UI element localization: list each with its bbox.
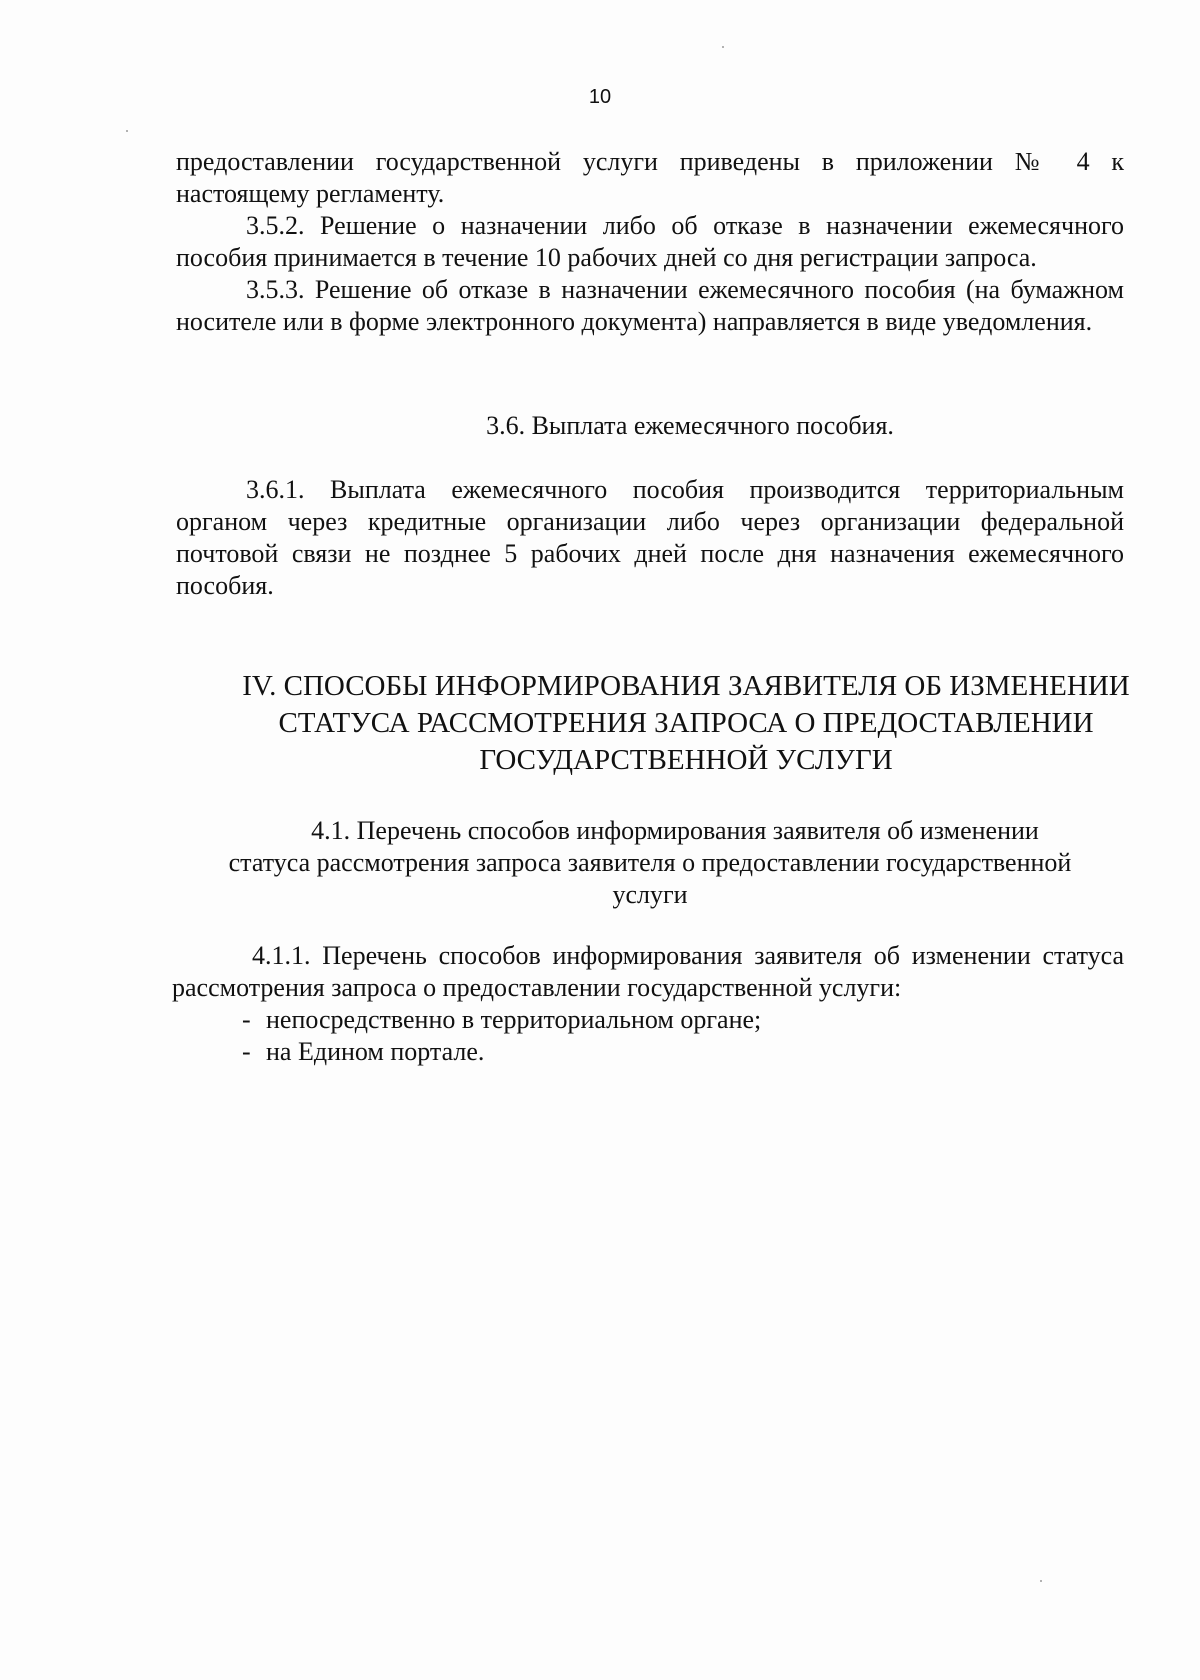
page-number: 10 xyxy=(588,86,612,108)
section-4-heading-line-1: IV. СПОСОБЫ ИНФОРМИРОВАНИЯ ЗАЯВИТЕЛЯ ОБ ИЗМЕНЕНИИ xyxy=(242,670,1130,702)
paragraph-3-5-2: 3.5.2. Решение о назначении либо об отказе в назначении ежемесячного пособия принимается в течение 10 рабочих дней со дня регистрации запроса. xyxy=(176,211,1124,272)
scan-speck xyxy=(1040,1580,1042,1582)
list-marker: - xyxy=(242,1005,251,1034)
subsection-4-1-heading-line-3: услуги xyxy=(612,880,688,909)
section-4-heading-line-3: ГОСУДАРСТВЕННОЙ УСЛУГИ xyxy=(479,744,893,776)
subsection-4-1-1-block xyxy=(172,940,1124,1068)
section-3-6-heading: 3.6. Выплата ежемесячного пособия. xyxy=(486,411,894,440)
scan-speck xyxy=(722,46,724,48)
paragraph-4-1-1: 4.1.1. Перечень способов информирования заявителя об изменении статуса рассмотрения запроса о предоставлении государственной услуги: xyxy=(172,941,1124,1002)
scan-speck xyxy=(126,130,128,132)
paragraph-3-5-3: 3.5.3. Решение об отказе в назначении ежемесячного пособия (на бумажном носителе или в форме электронного документа) направляется в виде уведомления. xyxy=(176,275,1124,336)
list-marker: - xyxy=(242,1037,251,1066)
list-item-text: на Едином портале. xyxy=(266,1037,485,1066)
section-4-heading-line-2: СТАТУСА РАССМОТРЕНИЯ ЗАПРОСА О ПРЕДОСТАВЛЕНИИ xyxy=(278,707,1094,739)
list-item-text: непосредственно в территориальном органе; xyxy=(266,1005,762,1034)
list-item xyxy=(172,1004,1124,1036)
subsection-4-1-heading-line-1: 4.1. Перечень способов информирования заявителя об изменении xyxy=(311,816,1039,845)
list-item xyxy=(172,1036,1124,1068)
subsection-4-1-heading xyxy=(176,815,1124,911)
subsection-4-1-heading-line-2: статуса рассмотрения запроса заявителя о предоставлении государственной xyxy=(228,848,1072,877)
section-4-heading xyxy=(226,668,1146,779)
section-3-5-block xyxy=(176,146,1124,338)
section-3-6-1-block xyxy=(176,474,1124,602)
paragraph-continuation: предоставлении государственной услуги приведены в приложении № 4 к настоящему регламенту. xyxy=(176,147,1124,208)
section-3-6-heading-block xyxy=(176,410,1124,442)
paragraph-3-6-1: 3.6.1. Выплата ежемесячного пособия производится территориальным органом через кредитные организации либо через организации федеральной почтовой связи не позднее 5 рабочих дней после дня назначения ежемесячного пособия. xyxy=(176,475,1124,600)
